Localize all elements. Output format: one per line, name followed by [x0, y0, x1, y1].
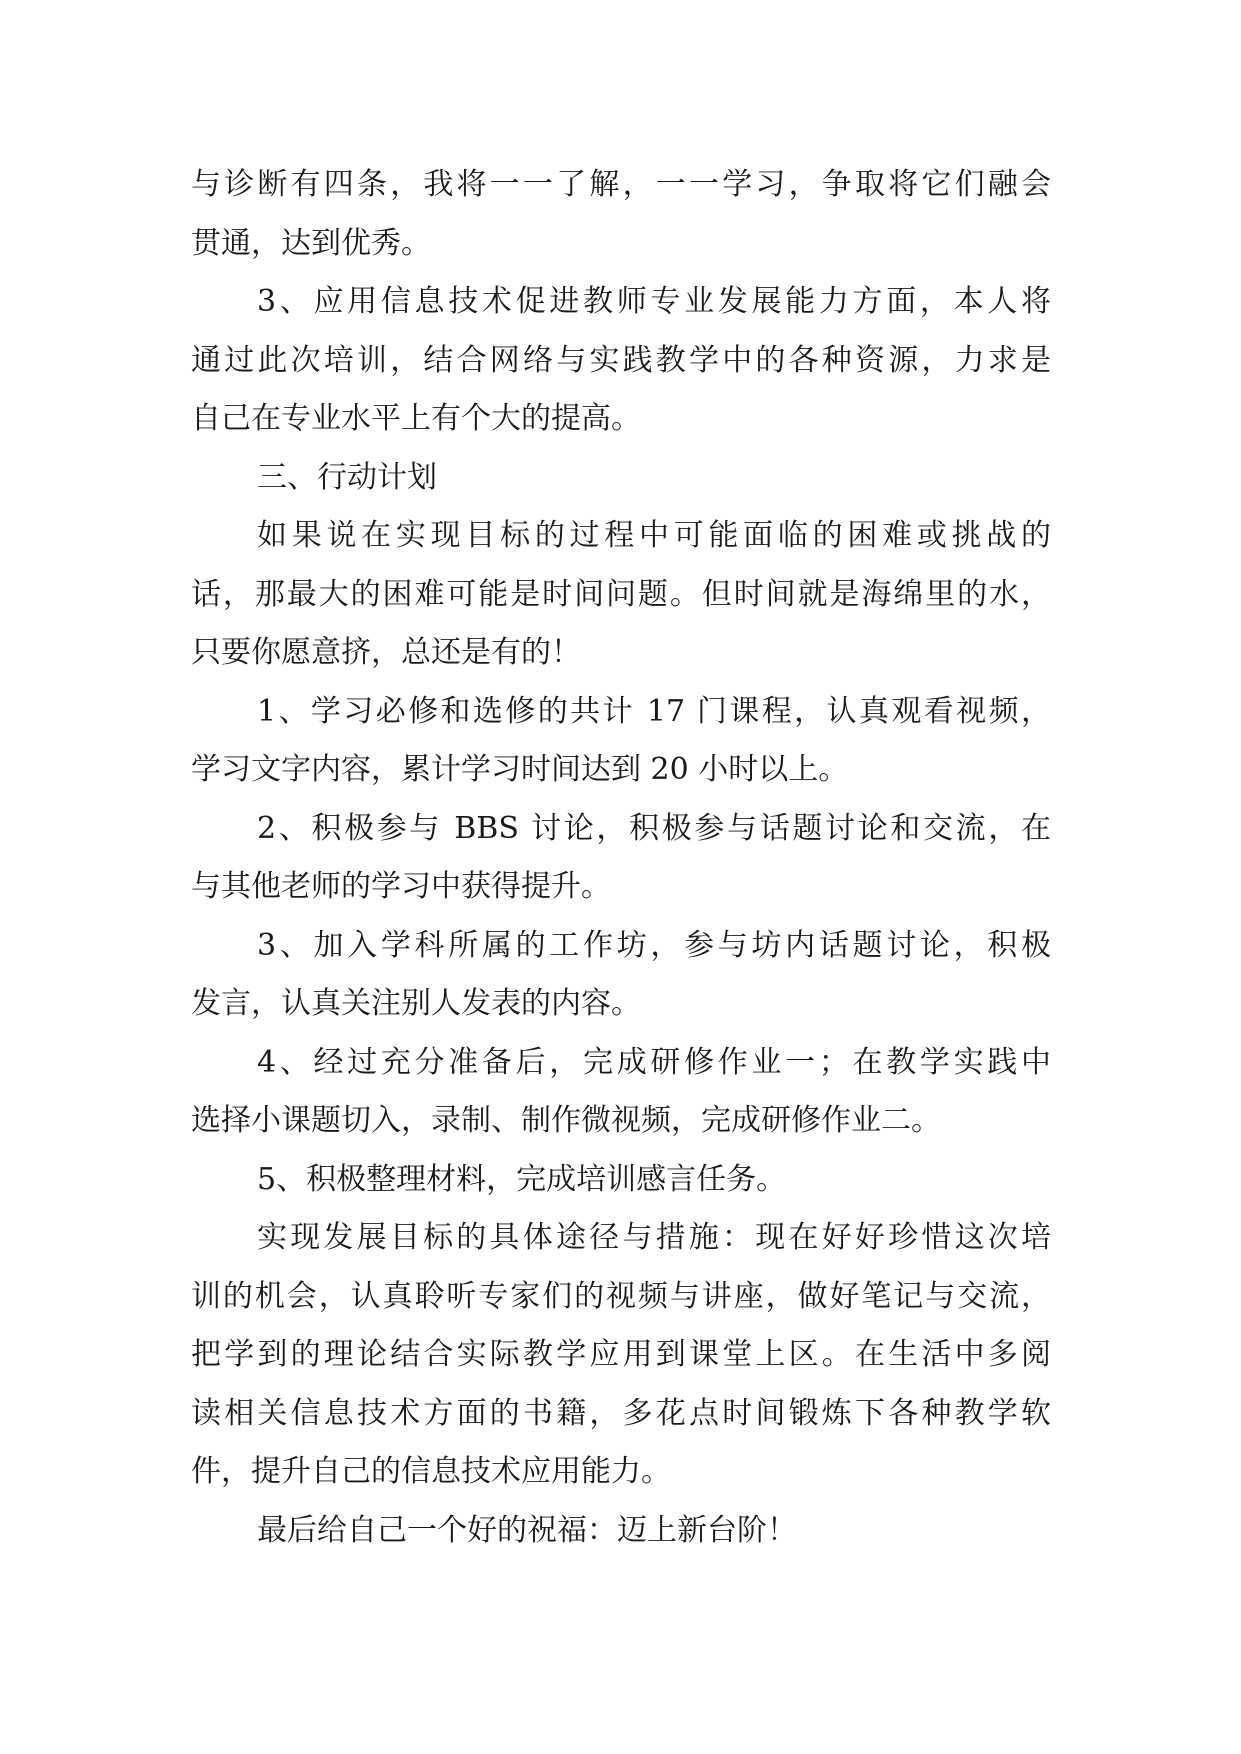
- paragraph: [191, 1151, 1051, 1210]
- paragraph-line: 与其他老师的学习中获得提升。: [191, 869, 611, 904]
- paragraph-line: 1、学习必修和选修的共计 17 门课程，认真观看视频，: [257, 693, 1051, 729]
- paragraph: [191, 507, 1051, 683]
- paragraph-line: 最后给自己一个好的祝福：迈上新台阶！: [257, 1512, 797, 1548]
- paragraph: [191, 1034, 1051, 1151]
- paragraph-line: 读相关信息技术方面的书籍，多花点时间锻炼下各种教学软: [191, 1395, 1051, 1431]
- paragraph-line: 贯通，达到优秀。: [191, 225, 431, 261]
- paragraph-line: 如果说在实现目标的过程中可能面临的困难或挑战的: [257, 518, 1051, 553]
- paragraph-line: 5、积极整理材料，完成培训感言任务。: [257, 1161, 787, 1197]
- paragraph: [191, 1209, 1051, 1502]
- paragraph: [191, 683, 1051, 800]
- paragraph-line: 选择小课题切入，录制、制作微视频，完成研修作业二。: [191, 1103, 941, 1138]
- paragraph-line: 4、经过充分准备后，完成研修作业一；在教学实践中: [257, 1044, 1051, 1080]
- paragraph-line: 通过此次培训，结合网络与实践教学中的各种资源，力求是: [191, 342, 1051, 378]
- paragraph: [191, 800, 1051, 917]
- document-body: [191, 156, 1051, 1560]
- paragraph: [191, 156, 1051, 273]
- paragraph-line: 只要你愿意挤，总还是有的！: [191, 635, 581, 670]
- paragraph-line: 件，提升自己的信息技术应用能力。: [191, 1454, 671, 1489]
- paragraph-line: 训的机会，认真聆听专家们的视频与讲座，做好笔记与交流，: [191, 1278, 1051, 1314]
- paragraph-line: 与诊断有四条，我将一一了解，一一学习，争取将它们融会: [191, 167, 1051, 202]
- paragraph-line: 3、加入学科所属的工作坊，参与坊内话题讨论，积极: [257, 927, 1051, 963]
- paragraph-line: 实现发展目标的具体途径与措施：现在好好珍惜这次培: [257, 1220, 1051, 1255]
- paragraph-line: 3、应用信息技术促进教师专业发展能力方面，本人将: [257, 284, 1051, 319]
- paragraph: [191, 1502, 1051, 1561]
- paragraph: [191, 917, 1051, 1034]
- paragraph-line: 把学到的理论结合实际教学应用到课堂上区。在生活中多阅: [191, 1337, 1051, 1372]
- paragraph: [191, 273, 1051, 449]
- paragraph-line: 2、积极参与 BBS 讨论，积极参与话题讨论和交流，在: [257, 810, 1051, 846]
- paragraph-line: 发言，认真关注别人发表的内容。: [191, 986, 641, 1021]
- paragraph-line: 话，那最大的困难可能是时间问题。但时间就是海绵里的水，: [191, 576, 1051, 612]
- paragraph-line: 自己在专业水平上有个大的提高。: [191, 401, 641, 436]
- paragraph-line: 学习文字内容，累计学习时间达到 20 小时以上。: [191, 752, 849, 787]
- paragraph-line: 三、行动计划: [257, 459, 437, 495]
- paragraph: [191, 449, 1051, 508]
